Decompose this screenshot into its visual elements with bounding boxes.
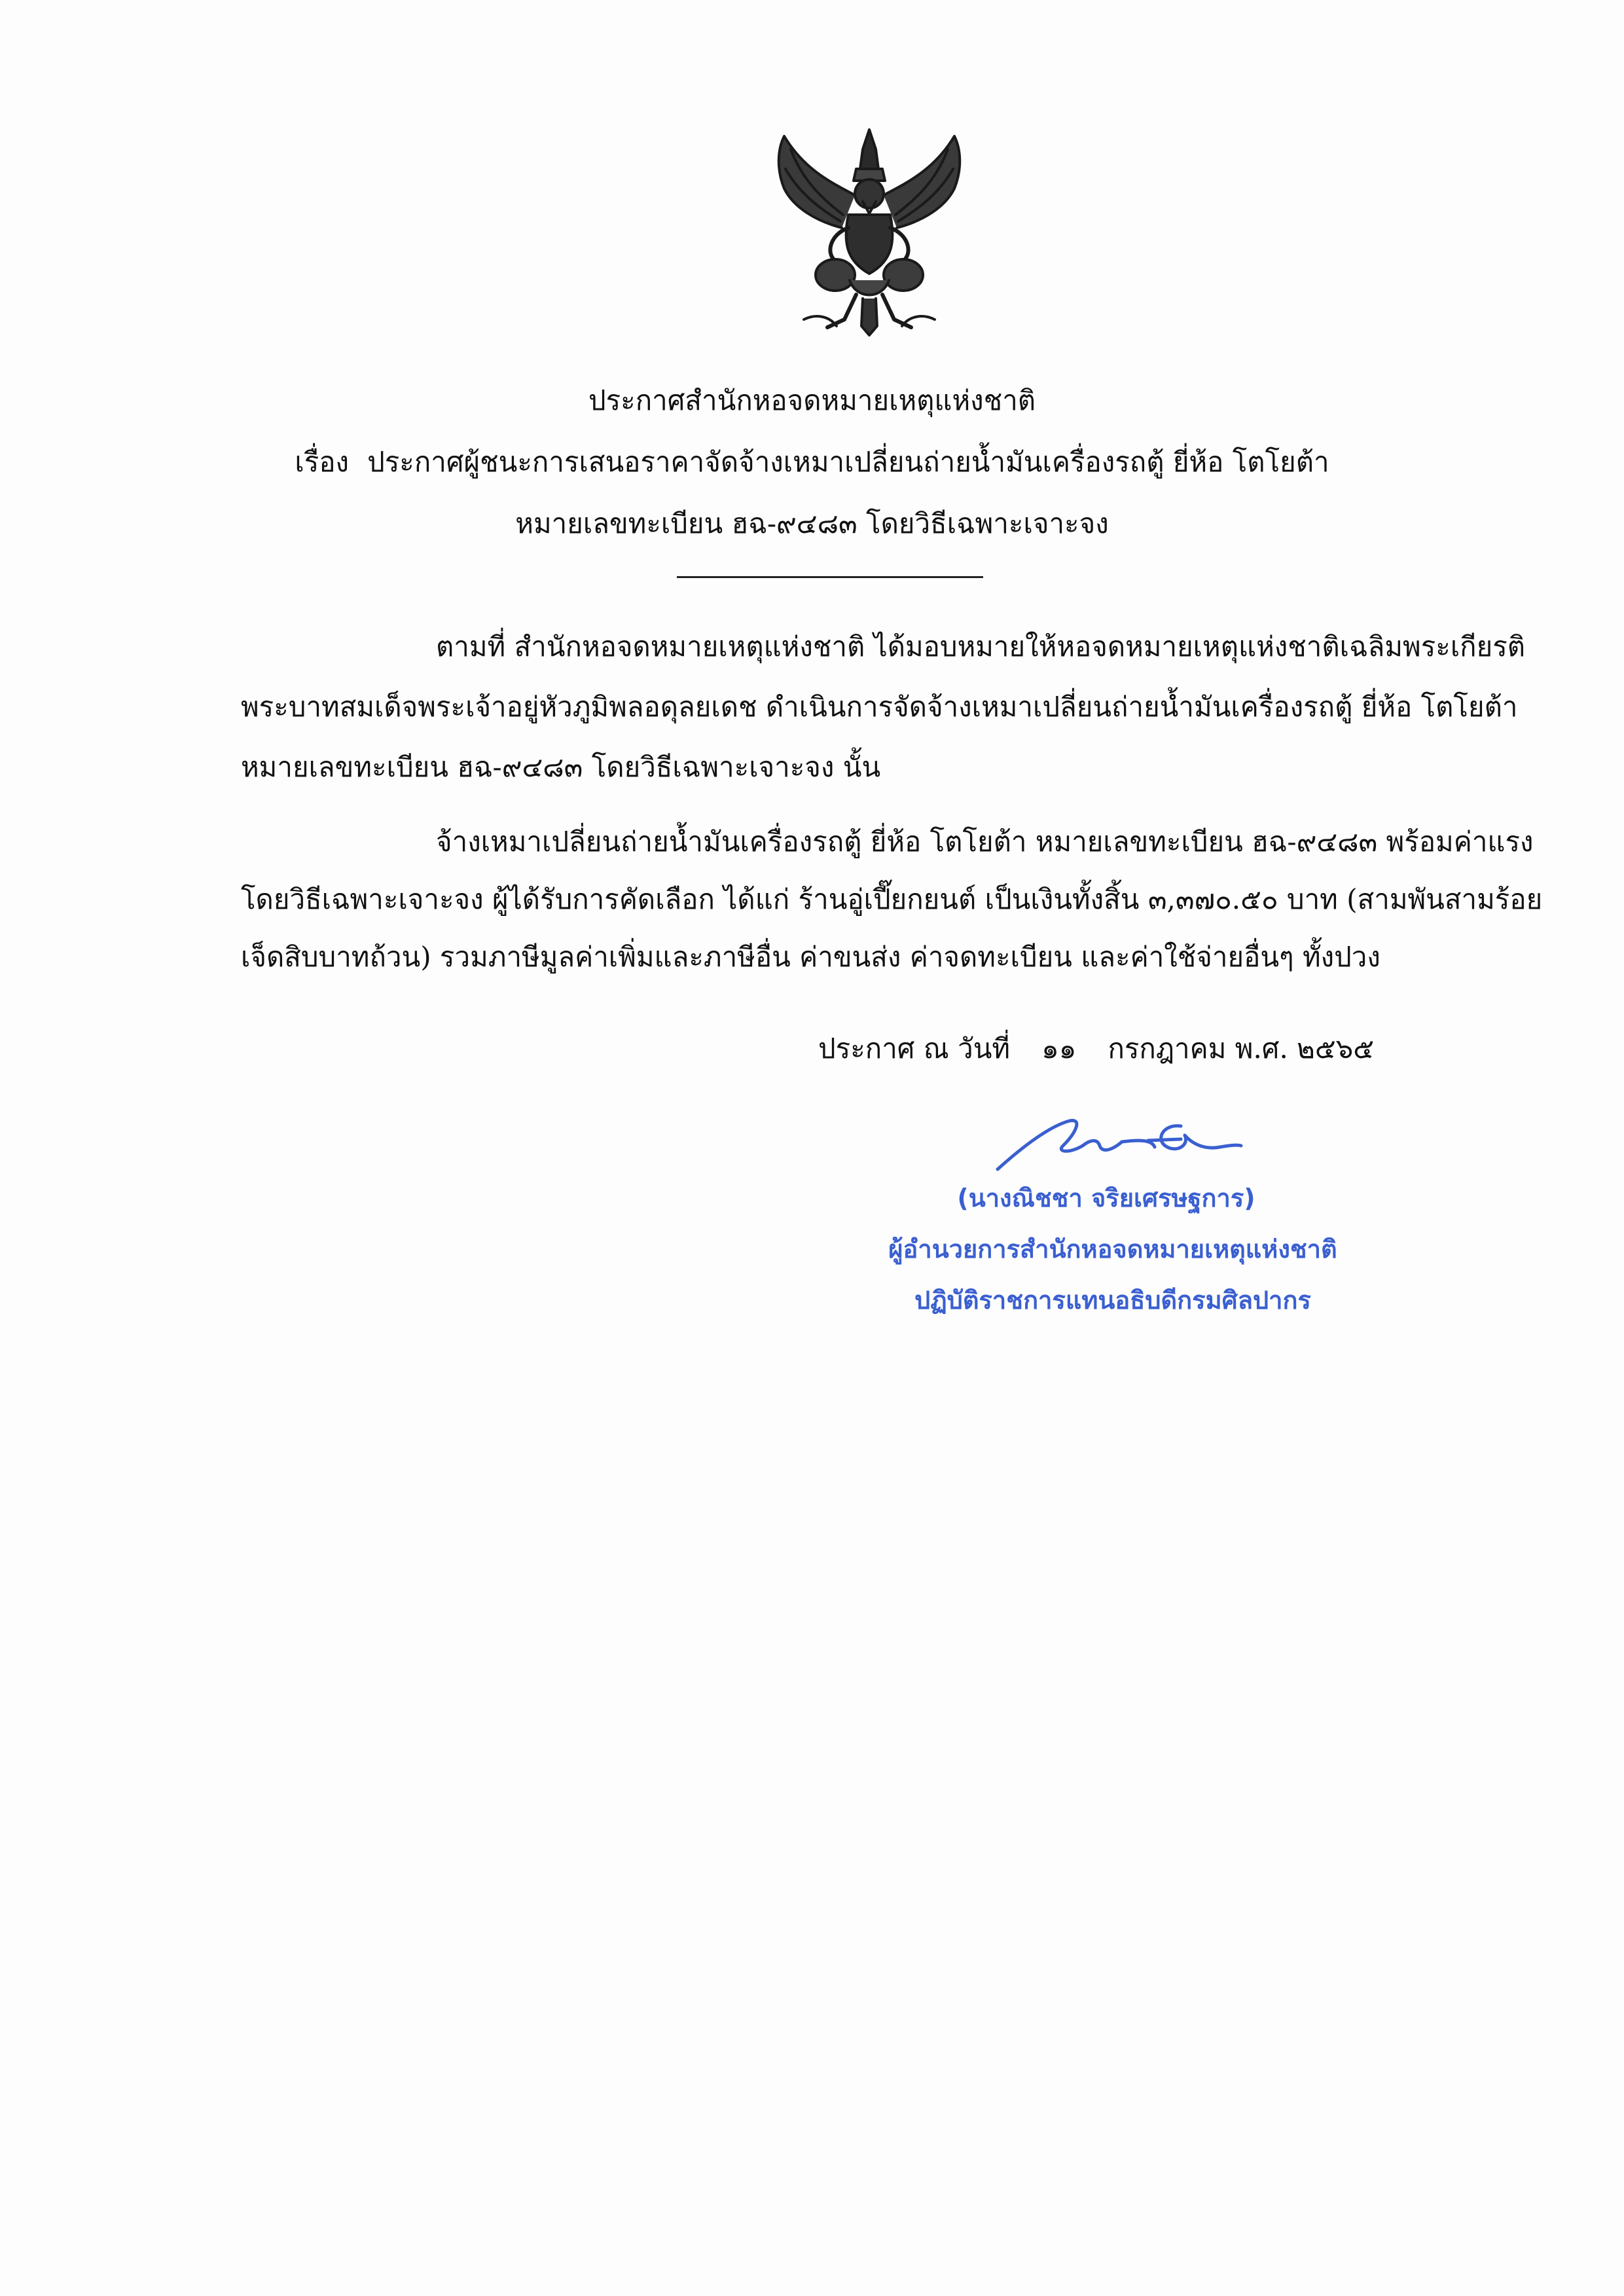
subject-text: ประกาศผู้ชนะการเสนอราคาจัดจ้างเหมาเปลี่ยนถ่ายน้ำมันเครื่องรถตู้ ยี่ห้อ โตโยต้า [367, 446, 1329, 478]
subject-label: เรื่อง [295, 446, 350, 478]
paragraph-2-line-1: จ้างเหมาเปลี่ยนถ่ายน้ำมันเครื่องรถตู้ ยี่ห้อ โตโยต้า หมายเลขทะเบียน ฮฉ-๙๔๘๓ พร้อมค่าแรง [436, 826, 1534, 858]
signatory-acting-role: ปฏิบัติราชการแทนอธิบดีกรมศิลปากร [914, 1286, 1311, 1315]
subject-line-continued: หมายเลขทะเบียน ฮฉ-๙๔๘๓ โดยวิธีเฉพาะเจาะจง [515, 507, 1109, 539]
date-month-year: กรกฎาคม พ.ศ. ๒๕๖๕ [1108, 1032, 1375, 1065]
date-day: ๑๑ [1041, 1032, 1077, 1065]
date-prefix: ประกาศ ณ วันที่ [818, 1032, 1011, 1065]
paragraph-2-line-2: โดยวิธีเฉพาะเจาะจง ผู้ได้รับการคัดเลือก ได้แก่ ร้านอู่เปี๊ยกยนต์ เป็นเงินทั้งสิ้น ๓,๓๗๐.๕๐ บาท (สามพันสามร้อย [241, 883, 1543, 915]
paragraph-1-line-3: หมายเลขทะเบียน ฮฉ-๙๔๘๓ โดยวิธีเฉพาะเจาะจง นั้น [241, 751, 881, 783]
paragraph-1-line-1: ตามที่ สำนักหอจดหมายเหตุแห่งชาติ ได้มอบหมายให้หอจดหมายเหตุแห่งชาติเฉลิมพระเกียรติ [436, 630, 1526, 663]
announcement-title: ประกาศสำนักหอจดหมายเหตุแห่งชาติ [588, 384, 1036, 416]
garuda-emblem-icon [765, 123, 974, 339]
handwritten-signature-icon [984, 1106, 1246, 1178]
paragraph-2-line-3: เจ็ดสิบบาทถ้วน) รวมภาษีมูลค่าเพิ่มและภาษีอื่น ค่าขนส่ง ค่าจดทะเบียน และค่าใช้จ่ายอื่นๆ ทั้งปวง [241, 941, 1380, 973]
title-divider [677, 576, 983, 578]
signatory-position: ผู้อำนวยการสำนักหอจดหมายเหตุแห่งชาติ [888, 1235, 1337, 1264]
announcement-date [818, 1029, 1374, 1068]
paragraph-1-line-2: พระบาทสมเด็จพระเจ้าอยู่หัวภูมิพลอดุลยเดช ดำเนินการจัดจ้างเหมาเปลี่ยนถ่ายน้ำมันเครื่องรถตู้ ยี่ห้อ โตโยต้า [241, 691, 1518, 723]
subject-line [0, 443, 1624, 482]
signatory-name: (นางณิชชา จริยเศรษฐการ) [957, 1184, 1255, 1212]
